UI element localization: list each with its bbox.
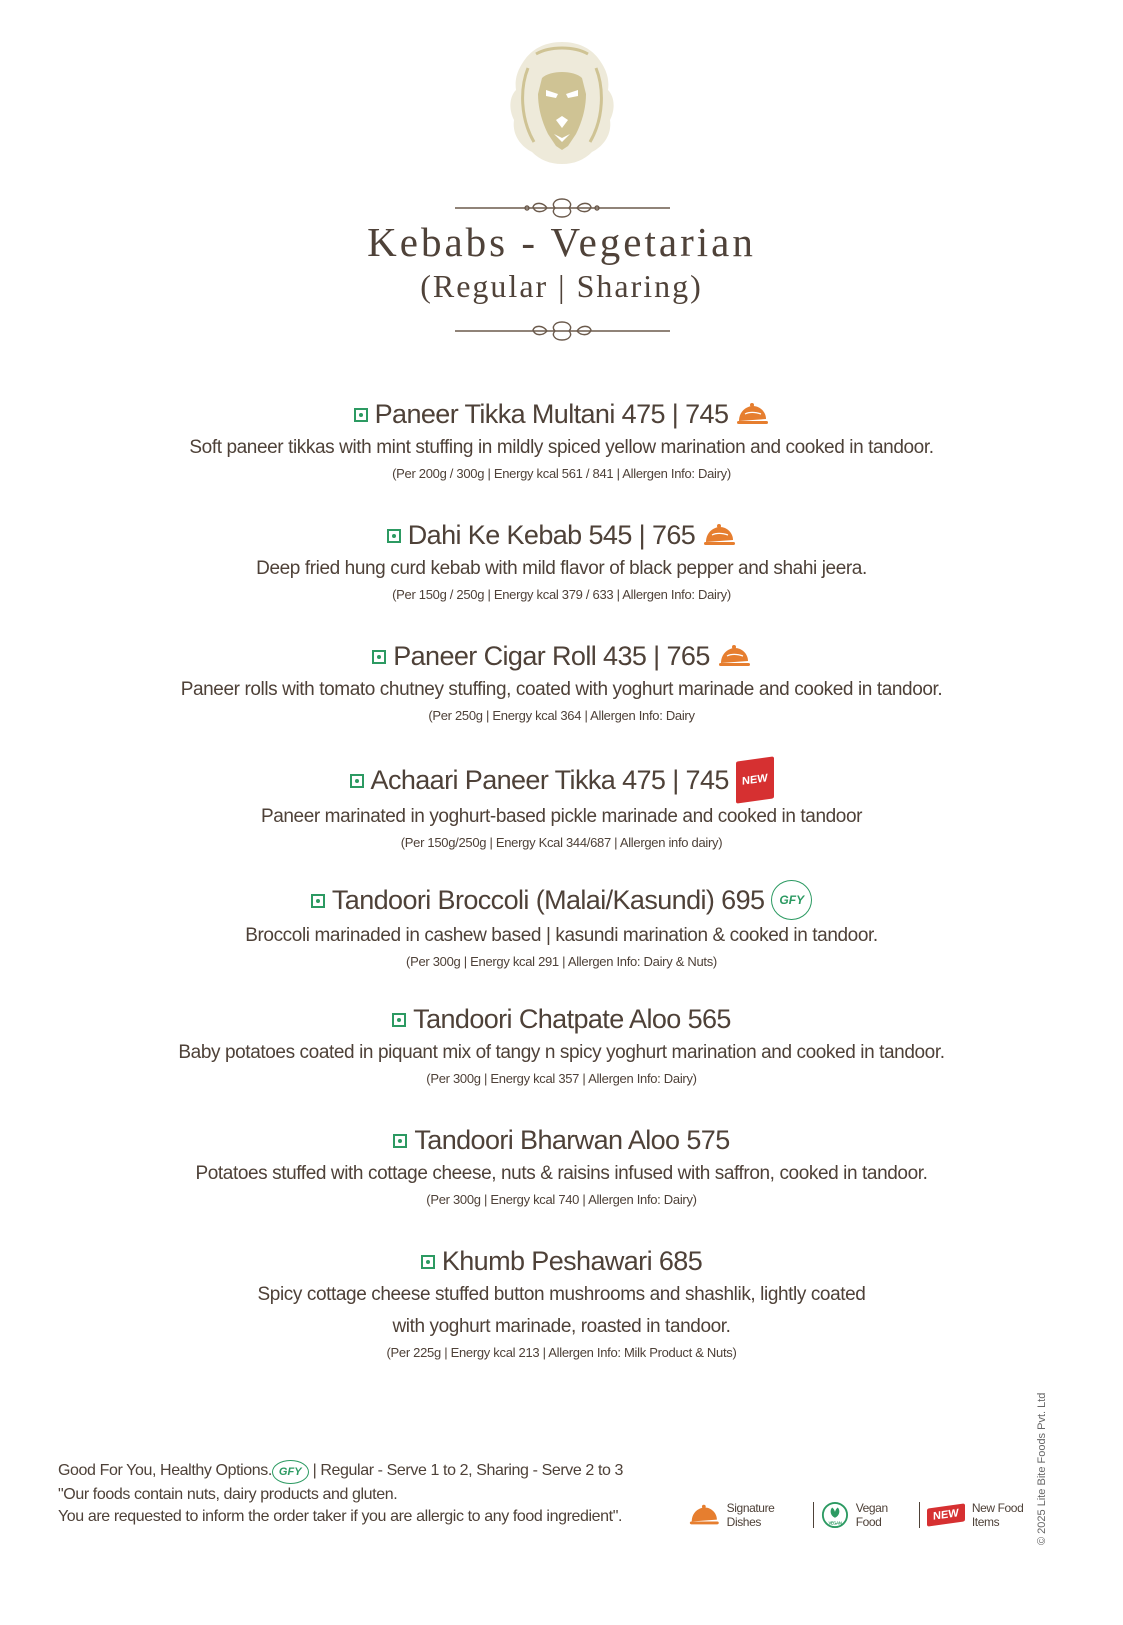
- legend-divider: [919, 1502, 920, 1528]
- dish-description: Spicy cottage cheese stuffed button mushrooms and shashlik, lightly coated: [257, 1284, 866, 1305]
- menu-item: [0, 1001, 1123, 1122]
- page-subtitle: (Regular | Sharing): [420, 268, 703, 304]
- dish-description: Potatoes stuffed with cottage cheese, nuts & raisins infused with saffron, cooked in tandoor.: [195, 1163, 928, 1184]
- dish-description: Deep fried hung curd kebab with mild flavor of black pepper and shahi jeera.: [256, 558, 867, 579]
- footer-line-2: "Our foods contain nuts, dairy products and gluten.: [58, 1486, 398, 1503]
- dish-name: Tandoori Chatpate Aloo 565: [413, 1004, 731, 1034]
- dish-description: Soft paneer tikkas with mint stuffing in mildly spiced yellow marination and cooked in tandoor.: [189, 437, 934, 458]
- menu-item: [0, 396, 1123, 517]
- vegan-icon-label: VEGAN: [828, 1520, 842, 1526]
- new-badge: NEW: [927, 1503, 965, 1526]
- legend: [688, 1500, 1048, 1530]
- signature-dish-icon: [735, 401, 769, 427]
- dish-description: Paneer marinated in yoghurt-based pickle marinade and cooked in tandoor: [260, 806, 863, 827]
- dish-description: Broccoli marinaded in cashew based | kasundi marination & cooked in tandoor.: [245, 925, 878, 946]
- footer-gfy-text: Good For You, Healthy Options.: [58, 1462, 272, 1479]
- ornament-divider-bottom: [455, 318, 670, 344]
- footer-line-3: You are requested to inform the order taker if you are allergic to any food ingredient".: [58, 1508, 623, 1525]
- veg-icon: [350, 774, 364, 788]
- copyright-text: © 2025 Lite Bite Foods Pvt. Ltd: [1036, 1392, 1048, 1545]
- dish-info: (Per 200g / 300g | Energy kcal 561 / 841 | Allergen Info: Dairy): [392, 466, 731, 481]
- dish-name: Tandoori Bharwan Aloo 575: [414, 1125, 730, 1155]
- dish-info: (Per 225g | Energy kcal 213 | Allergen Info: Milk Product & Nuts): [386, 1345, 737, 1360]
- legend-new-label: New Food Items: [971, 1501, 1024, 1529]
- dish-info: (Per 250g | Energy kcal 364 | Allergen Info: Dairy: [428, 708, 695, 723]
- vegan-icon: [821, 1500, 849, 1530]
- veg-icon: [387, 529, 401, 543]
- dish-name: Paneer Cigar Roll 435 | 765: [393, 641, 710, 671]
- veg-icon: [393, 1134, 407, 1148]
- dish-info: (Per 300g | Energy kcal 357 | Allergen Info: Dairy): [426, 1071, 697, 1086]
- dish-info: (Per 300g | Energy kcal 291 | Allergen Info: Dairy & Nuts): [406, 954, 717, 969]
- dish-description: Baby potatoes coated in piquant mix of tangy n spicy yoghurt marination and cooked in tandoor.: [178, 1042, 945, 1063]
- dish-name: Dahi Ke Kebab 545 | 765: [407, 520, 696, 550]
- dish-description-line-2: with yoghurt marinade, roasted in tandoor.: [392, 1316, 731, 1337]
- footer-notes: [58, 1460, 698, 1528]
- dish-name: Tandoori Broccoli (Malai/Kasundi) 695: [331, 885, 765, 915]
- dish-name: Achaari Paneer Tikka 475 | 745: [370, 765, 729, 795]
- new-badge: NEW: [736, 756, 774, 803]
- lion-head-logo: [506, 38, 618, 168]
- menu-list: [0, 396, 1123, 1393]
- menu-item: [0, 1122, 1123, 1243]
- dish-name: Paneer Tikka Multani 475 | 745: [374, 399, 729, 429]
- dish-info: (Per 150g/250g | Energy Kcal 344/687 | Allergen info dairy): [400, 835, 723, 850]
- veg-icon: [311, 894, 325, 908]
- menu-item: [0, 638, 1123, 759]
- gfy-badge: GFY: [771, 880, 812, 920]
- footer-line-1: [58, 1460, 698, 1484]
- veg-icon: [421, 1255, 435, 1269]
- signature-dish-icon: [688, 1502, 720, 1528]
- dish-description: Paneer rolls with tomato chutney stuffing, coated with yoghurt marinade and cooked in tandoor.: [180, 679, 943, 700]
- gfy-badge: GFY: [272, 1460, 309, 1484]
- dish-info: (Per 300g | Energy kcal 740 | Allergen Info: Dairy): [426, 1192, 697, 1207]
- veg-icon: [354, 408, 368, 422]
- menu-item: [0, 517, 1123, 638]
- menu-item: [0, 759, 1123, 880]
- signature-dish-icon: [717, 643, 751, 669]
- dish-name: Khumb Peshawari 685: [441, 1246, 703, 1276]
- veg-icon: [392, 1013, 406, 1027]
- menu-item: [0, 880, 1123, 1001]
- legend-signature-label: Signature Dishes: [726, 1501, 775, 1529]
- signature-dish-icon: [702, 522, 736, 548]
- footer-serving-text: | Regular - Serve 1 to 2, Sharing - Serve 2 to 3: [312, 1462, 624, 1479]
- menu-item: [0, 1243, 1123, 1393]
- dish-info: (Per 150g / 250g | Energy kcal 379 / 633 | Allergen Info: Dairy): [392, 587, 731, 602]
- legend-vegan-label: Vegan Food: [855, 1501, 888, 1529]
- veg-icon: [372, 650, 386, 664]
- legend-divider: [813, 1502, 814, 1528]
- page-title: Kebabs - Vegetarian: [367, 219, 756, 265]
